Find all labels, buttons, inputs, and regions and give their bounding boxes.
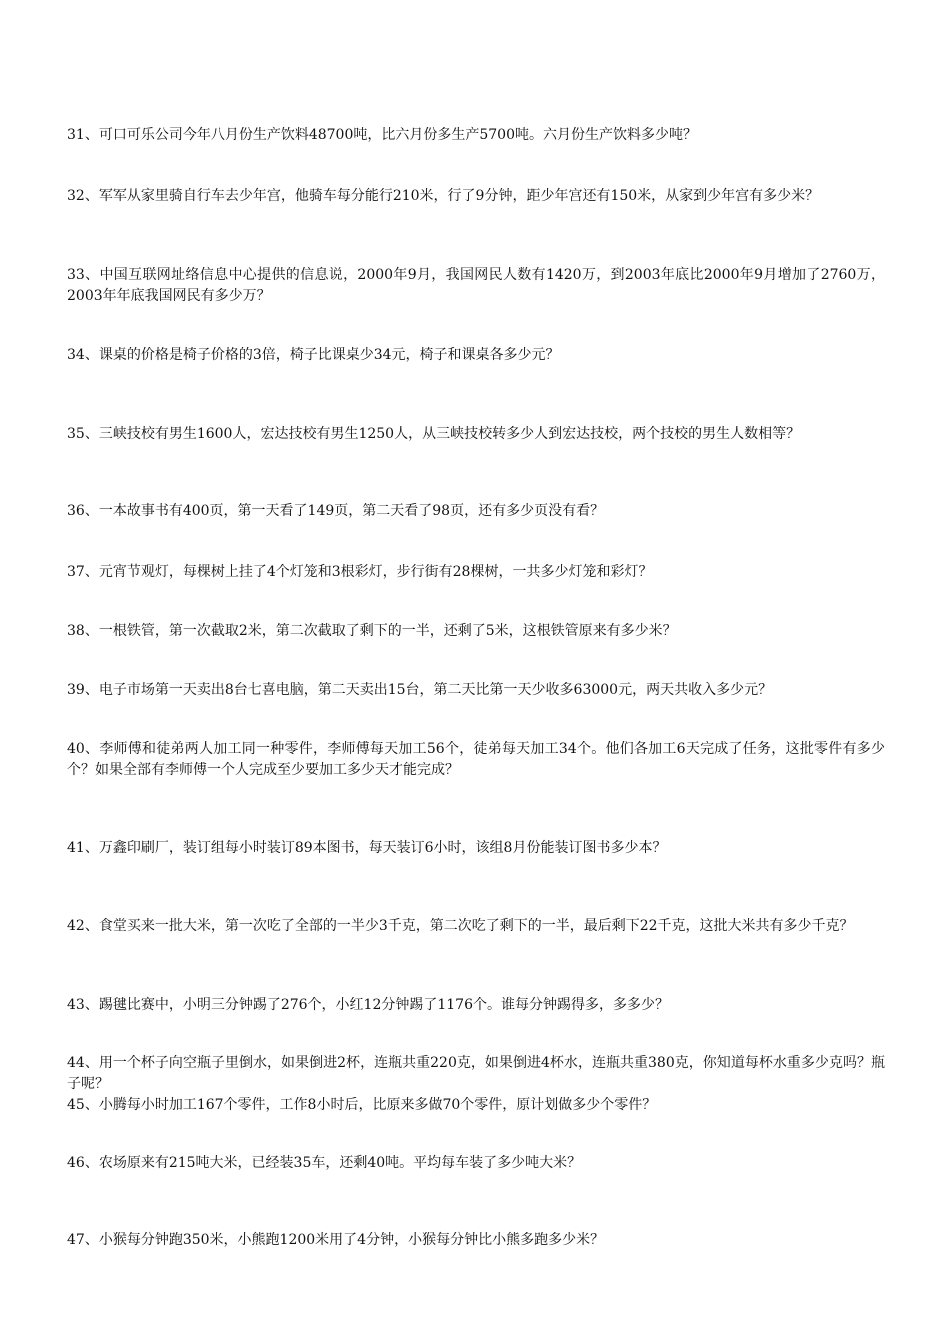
question-44: 44、用一个杯子向空瓶子里倒水，如果倒进2杯，连瓶共重220克，如果倒进4杯水，连瓶共重380克，你知道每杯水重多少克吗？瓶子呢？ (67, 1055, 885, 1092)
question-47: 47、小猴每分钟跑350米，小熊跑1200米用了4分钟，小猴每分钟比小熊多跑多少米？ (67, 1232, 605, 1248)
question-45: 45、小腾每小时加工167个零件，工作8小时后，比原来多做70个零件，原计划做多少个零件？ (67, 1097, 657, 1113)
question-43: 43、踢毽比赛中，小明三分钟踢了276个，小红12分钟踢了1176个。谁每分钟踢得多，多多少？ (67, 997, 669, 1013)
question-39: 39、电子市场第一天卖出8台七喜电脑，第二天卖出15台，第二天比第一天少收多63000元，两天共收入多少元？ (67, 682, 773, 698)
question-36: 36、一本故事书有400页，第一天看了149页，第二天看了98页，还有多少页没有看？ (67, 503, 605, 519)
question-35: 35、三峡技校有男生1600人，宏达技校有男生1250人，从三峡技校转多少人到宏达技校，两个技校的男生人数相等？ (67, 426, 801, 442)
question-42: 42、食堂买来一批大米，第一次吃了全部的一半少3千克，第二次吃了剩下的一半，最后剩下22千克，这批大米共有多少千克？ (67, 918, 854, 934)
question-34: 34、课桌的价格是椅子价格的3倍，椅子比课桌少34元，椅子和课桌各多少元？ (67, 347, 560, 363)
question-32: 32、军军从家里骑自行车去少年宫，他骑车每分能行210米，行了9分钟，距少年宫还有150米，从家到少年宫有多少米？ (67, 188, 820, 204)
question-41: 41、万鑫印刷厂，装订组每小时装订89本图书，每天装订6小时，该组8月份能装订图书多少本？ (67, 840, 667, 856)
question-33: 33、中国互联网址络信息中心提供的信息说，2000年9月，我国网民人数有1420万，到2003年底比2000年9月增加了2760万，2003年年底我国网民有多少万？ (67, 267, 885, 304)
question-38: 38、一根铁管，第一次截取2米，第二次截取了剩下的一半，还剩了5米，这根铁管原来有多少米？ (67, 623, 677, 639)
question-31: 31、可口可乐公司今年八月份生产饮料48700吨，比六月份多生产5700吨。六月份生产饮料多少吨？ (67, 127, 697, 143)
question-46: 46、农场原来有215吨大米，已经装35车，还剩40吨。平均每车装了多少吨大米？ (67, 1155, 582, 1171)
question-40: 40、李师傅和徒弟两人加工同一种零件，李师傅每天加工56个，徒弟每天加工34个。他们各加工6天完成了任务，这批零件有多少个？如果全部有李师傅一个人完成至少要加工多少天才能完成？ (67, 741, 885, 778)
question-37: 37、元宵节观灯，每棵树上挂了4个灯笼和3根彩灯，步行街有28棵树，一共多少灯笼和彩灯？ (67, 564, 653, 580)
